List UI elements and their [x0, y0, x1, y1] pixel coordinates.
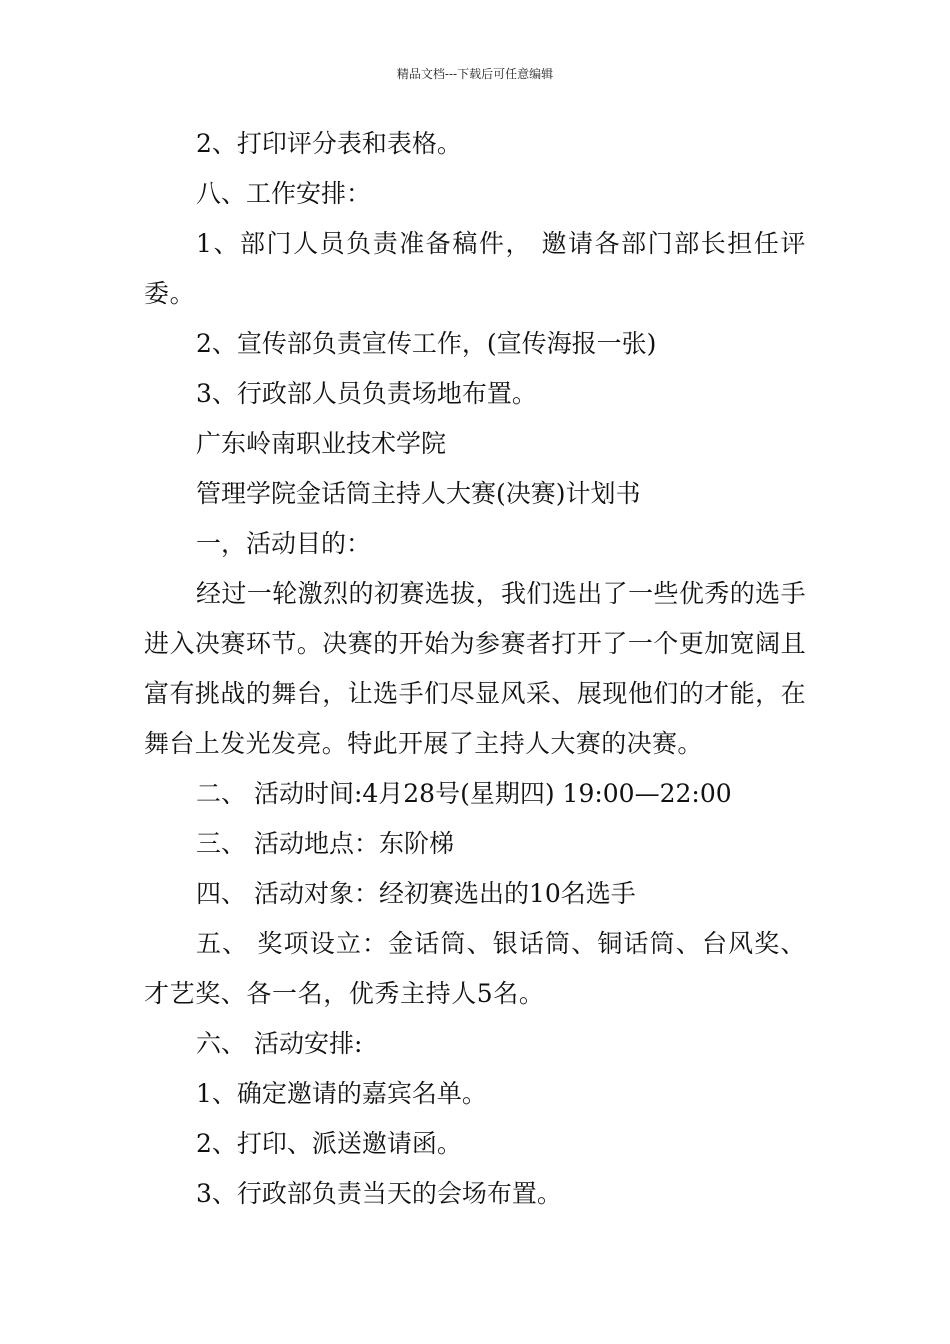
- text-line: 2、宣传部负责宣传工作，(宣传海报一张): [196, 329, 657, 358]
- document-title: 管理学院金话筒主持人大赛(决赛)计划书: [196, 479, 641, 508]
- paragraph-staff-duties: 1、部门人员负责准备稿件， 邀请各部门部长担任评委。: [144, 229, 806, 308]
- document-body: [144, 129, 806, 1229]
- institution-name: 广东岭南职业技术学院: [196, 429, 447, 458]
- section-heading-schedule: 六、 活动安排:: [196, 1029, 363, 1058]
- paragraph-awards: 五、 奖项设立：金话筒、银话筒、铜话筒、台风奖、才艺奖、各一名，优秀主持人5名。: [144, 929, 806, 1008]
- page-header: 精品文档---下载后可任意编辑: [396, 67, 554, 81]
- paragraph-purpose: 经过一轮激烈的初赛选拔，我们选出了一些优秀的选手进入决赛环节。决赛的开始为参赛者打开了一个更加宽阔且富有挑战的舞台，让选手们尽显风采、展现他们的才能，在舞台上发光发亮。特此开展了主持人大赛的决赛。: [144, 579, 806, 758]
- text-line: 1、确定邀请的嘉宾名单。: [196, 1079, 487, 1108]
- text-line: 2、打印评分表和表格。: [196, 129, 462, 158]
- text-line: 2、打印、派送邀请函。: [196, 1129, 462, 1158]
- section-heading-participants: 四、 活动对象：经初赛选出的10名选手: [196, 879, 636, 908]
- section-heading-location: 三、 活动地点：东阶梯: [196, 829, 454, 858]
- section-heading-work-arrangement: 八、工作安排：: [196, 179, 372, 208]
- text-line: 3、行政部负责当天的会场布置。: [196, 1179, 562, 1208]
- text-line: 3、行政部人员负责场地布置。: [196, 379, 537, 408]
- section-heading-time: 二、 活动时间:4月28号(星期四) 19:00—22:00: [196, 779, 732, 808]
- section-heading-purpose: 一，活动目的：: [196, 529, 372, 558]
